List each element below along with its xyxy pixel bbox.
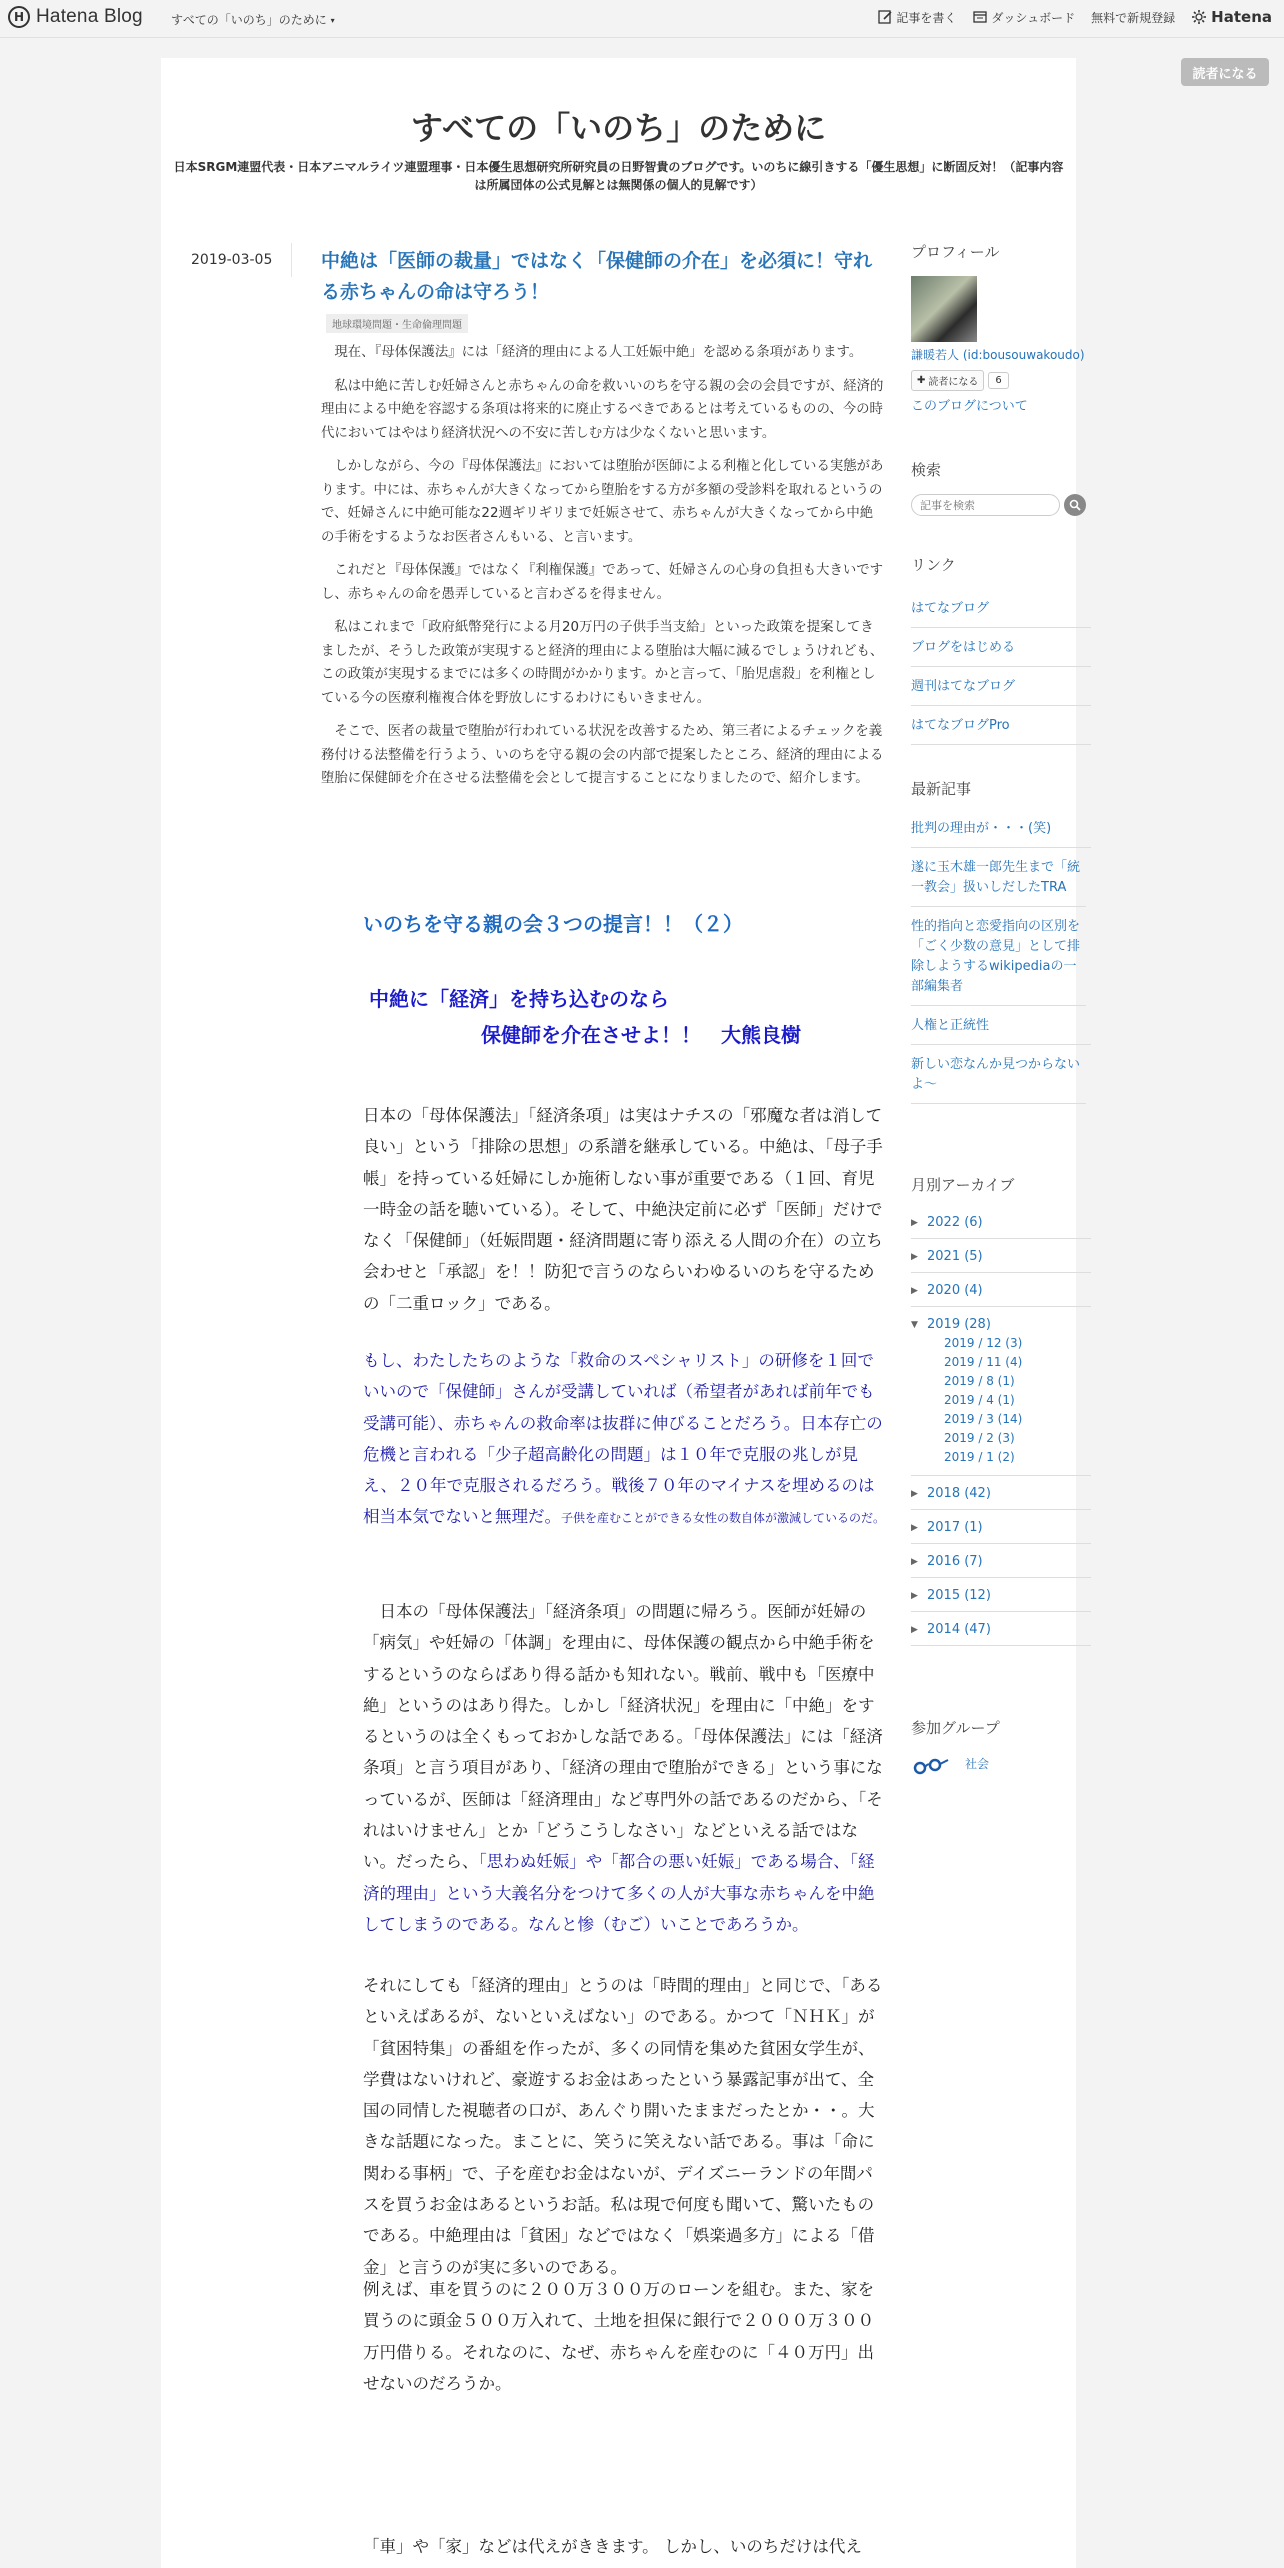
expand-icon: ▶: [911, 1590, 918, 1601]
search-button[interactable]: [1064, 494, 1086, 516]
archive-month[interactable]: 2019 / 8 (1): [944, 1374, 1015, 1388]
archive-year-2016[interactable]: [911, 1544, 1091, 1578]
body-block-life: 「車」や「家」などは代えがききます。 しかし、いのちだけは代え: [363, 2537, 862, 2556]
paragraph: 現在、『母体保護法』には「経済的理由による人工妊娠中絶」を認める条項があります。: [334, 345, 863, 360]
register-label: 無料で新規登録: [1091, 10, 1176, 25]
paragraph: これだと『母体保護』ではなく『利権保護』であって、妊婦さんの心身の負担も大きいですし、赤ちゃんの命を愚弄していると言わざるを得ません。: [321, 563, 884, 602]
expand-icon: ▶: [911, 1556, 918, 1567]
archive-year-2017[interactable]: [911, 1510, 1091, 1544]
expand-icon: ▶: [911, 1251, 918, 1262]
paragraph: 私はこれまで「政府紙幣発行による月20万円の子供手当支給」といった政策を提案してきましたが、そうした政策が実現すると経済的理由による堕胎は大幅に減るでしょうけれども、この政策が実現するまでには多くの時間がかかります。かと言って、「胎児虐殺」を利権としている今の医療利権複合体を野放しにするわけにもいきません。: [321, 620, 884, 706]
hatena-menu[interactable]: [1191, 8, 1272, 26]
recent-entry[interactable]: 新しい恋なんか見つからないよ～: [911, 1045, 1086, 1104]
archive-month[interactable]: 2019 / 11 (4): [944, 1355, 1023, 1369]
entry-intro: [321, 341, 886, 801]
recent-entry[interactable]: 性的指向と恋愛指向の区別を「ごく少数の意見」として排除しようするwikipediaの一部編集者: [911, 907, 1086, 1006]
dashboard-icon: [972, 9, 988, 25]
subscribe-button[interactable]: 読者になる: [1181, 58, 1269, 86]
recent-entry[interactable]: 遂に玉木雄一郎先生まで「統一教会」扱いしだしたTRA: [911, 848, 1086, 907]
about-blog-link[interactable]: このブログについて: [911, 399, 1028, 414]
reader-count[interactable]: 6: [988, 372, 1008, 389]
plus-icon: ✚: [917, 375, 926, 386]
hatena-blog-logo-text: Hatena Blog: [36, 6, 143, 27]
archive-year-2021[interactable]: [911, 1239, 1091, 1273]
expand-icon: ▶: [911, 1217, 918, 1228]
hatena-logo-icon: H: [8, 6, 30, 28]
expand-icon: ▶: [911, 1285, 918, 1296]
archive-year-2020[interactable]: [911, 1273, 1091, 1307]
sidebar-archive: [911, 1174, 1091, 1646]
body-block-economy: [363, 1596, 888, 1940]
archive-year-label: 2016 (7): [927, 1554, 983, 1569]
archive-year-label: 2021 (5): [927, 1249, 983, 1264]
economy-text: 日本の「母体保護法」「経済条項」の問題に帰ろう。医師が妊婦の「病気」や妊婦の「体調」を理由に、母体保護の観点から中絶手術をするというのならばあり得る話かも知れない。戦前、戦中も「医療中絶」というのはあり得た。しかし「経済状況」を理由に「中絶」をするというのは全くもっておかしな話である。「母体保護法」には「経済条項」と言う項目があり、「経済の理由で堕胎ができる」という事になっているが、医師は「経済理由」など専門外の話であるのだから、「それはいけません」とか「どうこうしなさい」などといえる話ではない。だったら、: [363, 1602, 883, 1872]
body-block-nazi: 日本の「母体保護法」「経済条項」は実はナチスの「邪魔な者は消して良い」という「排除の思想」の系譜を継承している。中絶は、「母子手帳」を持っている妊婦にしか施術しない事が重要である（１回、育児一時金の話を聴いている）。そして、中絶決定前に必ず「医師」だけでなく「保健師」（妊娠問題・経済問題に寄り添える人間の介在）の立ち会わせと「承認」を！！防犯で言うのならいわゆるいのちを守るための「二重ロック」である。: [363, 1106, 883, 1313]
expand-icon: ▶: [911, 1488, 918, 1499]
write-article-label: 記事を書く: [896, 10, 957, 25]
archive-month[interactable]: 2019 / 3 (14): [944, 1412, 1023, 1426]
archive-year-2014[interactable]: [911, 1612, 1091, 1646]
blog-description: 日本SRGM連盟代表・日本アニマルライツ連盟理事・日本優生思想研究所研究員の日野智貴のブログです。いのちに線引きする「優生思想」に断固反対！（記事内容は所属団体の公式見解とは無関係の個人的見解です）: [173, 160, 1064, 192]
archive-year-2019: [911, 1307, 1091, 1476]
sidebar-groups: [911, 1717, 1091, 1778]
blog-title[interactable]: すべての「いのち」のために: [410, 109, 827, 147]
recent-entry[interactable]: 人権と正統性: [911, 1006, 1091, 1045]
blog-container: [161, 58, 1085, 2568]
register-link[interactable]: [1091, 9, 1175, 26]
sidebar-links: [911, 554, 1091, 745]
search-input[interactable]: [911, 494, 1060, 516]
search-heading: 検索: [911, 461, 942, 479]
blog-name-label: すべての「いのち」のために: [171, 13, 327, 27]
economy-highlight: 「思わぬ妊娠」や「都合の悪い妊娠」である場合、「経済的理由」という大義名分をつけて多くの人が大事な赤ちゃんを中絶してしまうのである。なんと惨（むご）いことであろうか。: [363, 1852, 875, 1934]
group-society-link[interactable]: 社会: [965, 1757, 990, 1771]
sidebar-profile: [911, 241, 1091, 417]
groups-heading: 参加グループ: [911, 1719, 1000, 1737]
entry-date[interactable]: 2019-03-05: [191, 252, 273, 268]
expand-icon: ▶: [911, 1522, 918, 1533]
archive-year-label: 2019 (28): [927, 1317, 991, 1332]
specialist-note: 子供を産むことができる女性の数自体が激減しているのだ。: [561, 1511, 886, 1526]
archive-month[interactable]: 2019 / 1 (2): [944, 1450, 1015, 1464]
global-header: [0, 0, 1284, 38]
body-block-poverty: それにしても「経済的理由」とうのは「時間的理由」と同じで、「あるといえばあるが、ないといえばない」のである。かつて「ＮＨＫ」が「貧困特集」の番組を作ったが、多くの同情を集めた貧困女学生が、学費はないけれど、豪遊するお金はあったという暴露記事が出て、全国の同情した視聴者の口が、あんぐり開いたままだったとか・・。大きな話題になった。まことに、笑うに笑えない話である。事は「命に関わる事柄」で、子を産むお金はないが、デイズニーランドの年間パスを買うお金はあるというお話。私は現で何度も聞いて、驚いたものである。中絶理由は「貧困」などではなく「娯楽過多方」による「借金」と言うのが実に多いのである。: [363, 1976, 883, 2277]
expand-icon: ▶: [911, 1624, 918, 1635]
sidebar-recent: [911, 778, 1091, 1104]
main-heading-line1: 中絶に「経済」を持ち込むのなら: [369, 987, 669, 1011]
link-start-blog[interactable]: ブログをはじめる: [911, 628, 1091, 667]
profile-name-link[interactable]: 謙暖若人 (id:bousouwakoudo): [911, 348, 1085, 362]
sidebar-search: [911, 459, 1091, 516]
archive-year-label: 2018 (42): [927, 1486, 991, 1501]
archive-year-label: 2017 (1): [927, 1520, 983, 1535]
archive-month[interactable]: 2019 / 4 (1): [944, 1393, 1015, 1407]
proposal-heading: いのちを守る親の会３つの提言！！（２）: [363, 912, 743, 936]
paragraph: しかしながら、今の『母体保護法』においては堕胎が医師による利権と化している実態があります。中には、赤ちゃんが大きくなってから堕胎をする方が多額の受診料を取れるというので、妊婦さんに中絶可能な22週ギリギリまで妊娠させて、赤ちゃんが大きくなってから中絶の手術をするようなお医者さんもいる、と言います。: [321, 459, 884, 545]
archive-year-2022[interactable]: [911, 1213, 1091, 1239]
archive-year-label: 2015 (12): [927, 1588, 991, 1603]
profile-heading: プロフィール: [911, 243, 1000, 261]
recent-entry[interactable]: 批判の理由が・・・(笑): [911, 817, 1091, 848]
link-weekly[interactable]: 週刊はてなブログ: [911, 667, 1091, 706]
write-article-link[interactable]: [877, 9, 956, 26]
main-heading-line2: 保健師を介在させよ！！ 大熊良樹: [481, 1023, 801, 1047]
sidebar-subscribe-label: 読者になる: [928, 377, 979, 388]
hatena-blog-logo[interactable]: [8, 6, 143, 28]
dashboard-label: ダッシュボード: [991, 10, 1076, 25]
pencil-icon: [877, 9, 893, 25]
dashboard-link[interactable]: [972, 9, 1075, 26]
caret-down-icon: ▾: [330, 16, 335, 25]
link-pro[interactable]: はてなブログPro: [911, 706, 1091, 745]
entry-category[interactable]: 地球環境問題・生命倫理問題: [326, 314, 468, 333]
archive-year-2019-toggle[interactable]: [911, 1317, 1091, 1332]
paragraph: そこで、医者の裁量で堕胎が行われている状況を改善するため、第三者によるチェックを義務付ける法整備を行うよう、いのちを守る親の会の内部で提案したところ、経済的理由による堕胎に保健師を介在させる法整備を会として提言することになりましたので、紹介します。: [321, 724, 884, 786]
body-block-specialist: [363, 1345, 888, 1535]
archive-year-2018[interactable]: [911, 1476, 1091, 1510]
specialist-text: もし、わたしたちのような「救命のスペシャリスト」の研修を１回でいいので「保健師」さんが受講していれば（希望者があれば前年でも受講可能）、赤ちゃんの救命率は抜群に伸びることだろう。日本存亡の危機と言われる「少子超高齢化の問題」は１０年で克服の兆しが見え、２０年で克服されるだろう。戦後７０年のマイナスを埋めるのは相当本気でないと無理だ。: [363, 1351, 883, 1527]
archive-month[interactable]: 2019 / 2 (3): [944, 1431, 1015, 1445]
sidebar-subscribe-button[interactable]: [911, 370, 984, 391]
recent-heading: 最新記事: [911, 780, 972, 798]
search-icon: [1069, 499, 1081, 511]
links-heading: リンク: [911, 556, 956, 574]
date-divider: [291, 243, 292, 277]
archive-month[interactable]: 2019 / 12 (3): [944, 1336, 1023, 1350]
archive-year-2015[interactable]: [911, 1578, 1091, 1612]
entry-title[interactable]: 中絶は「医師の裁量」ではなく「保健師の介在」を必須に！守れる赤ちゃんの命は守ろう！: [321, 250, 873, 303]
archive-year-label: 2020 (4): [927, 1283, 983, 1298]
avatar[interactable]: [911, 276, 977, 342]
archive-year-label: 2022 (6): [927, 1215, 983, 1230]
paragraph: 私は中絶に苦しむ妊婦さんと赤ちゃんの命を救いいのちを守る親の会の会員ですが、経済的理由による中絶を容認する条項は将来的に廃止するべきであるとは考えているものの、今の時代においてはやはり経済状況への不安に苦しむ方は少なくないと思います。: [321, 378, 884, 441]
group-society-icon[interactable]: [911, 1754, 951, 1778]
body-block-loan: 例えば、車を買うのに２００万３００万のローンを組む。また、家を買うのに頭金５００万入れて、土地を担保に銀行で２０００万３００万円借りる。それなのに、なぜ、赤ちゃんを産むのに「４０万円」出せないのだろうか。: [363, 2280, 875, 2393]
archive-heading: 月別アーカイブ: [911, 1176, 1015, 1194]
blog-name-menu[interactable]: [171, 11, 335, 28]
hatena-gear-icon: [1191, 9, 1207, 25]
hatena-label: Hatena: [1211, 8, 1272, 26]
archive-year-label: 2014 (47): [927, 1622, 991, 1637]
collapse-icon: ▼: [911, 1319, 918, 1330]
link-hatenablog[interactable]: はてなブログ: [911, 595, 1091, 628]
